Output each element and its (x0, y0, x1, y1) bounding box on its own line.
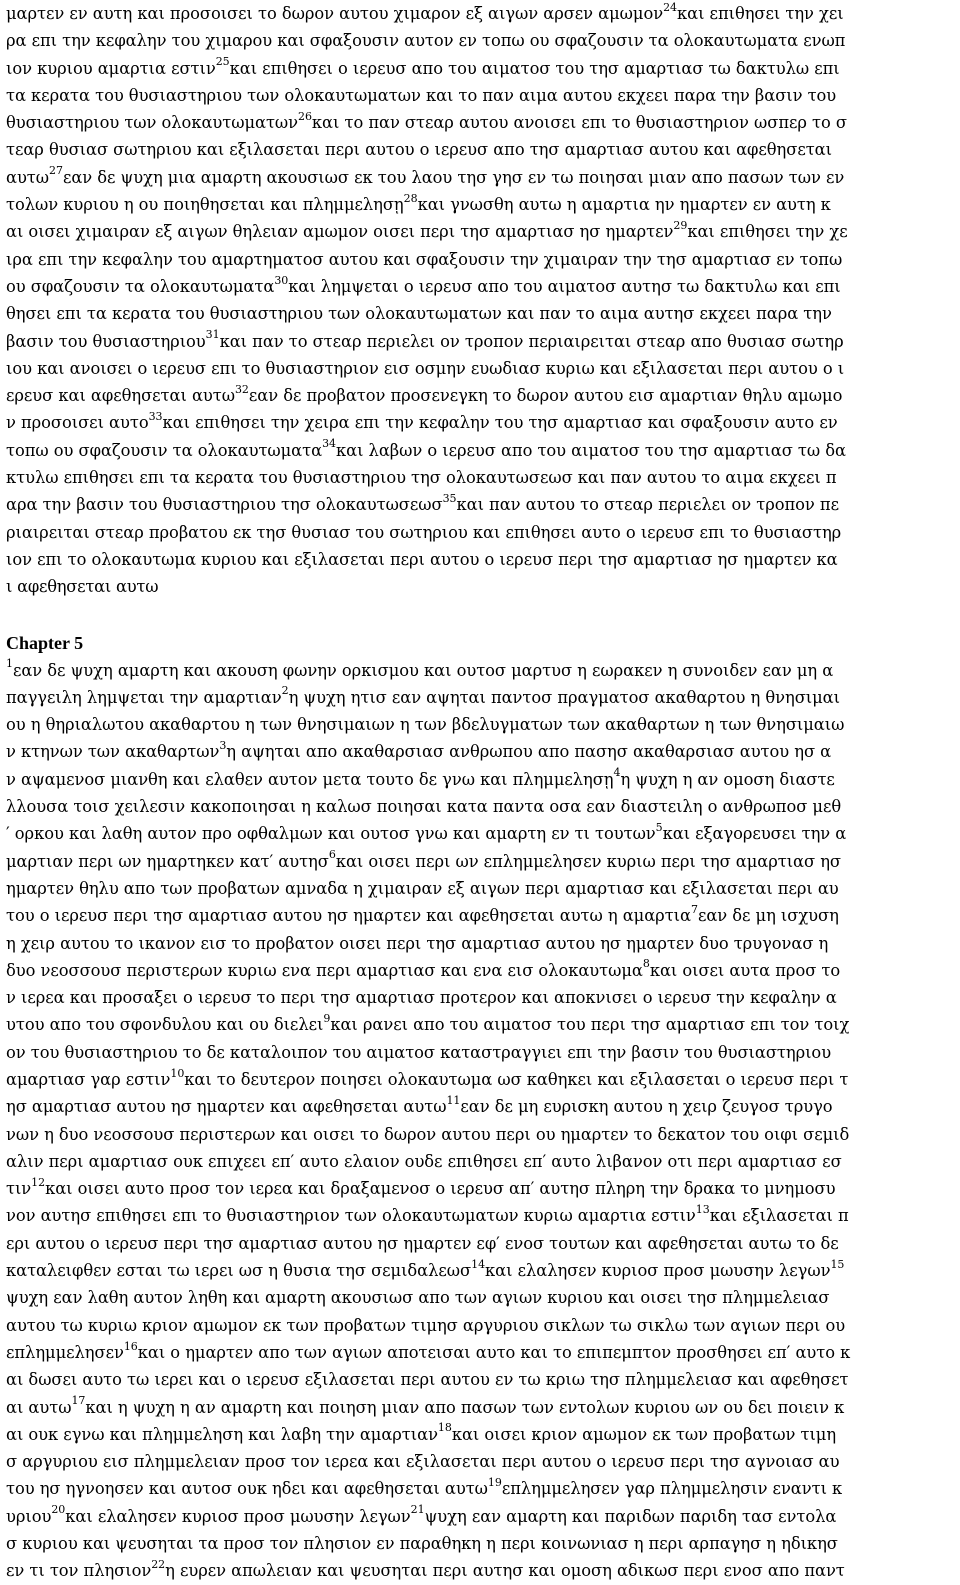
verse-number: 26 (298, 109, 312, 123)
verse-text: τιν (6, 1179, 32, 1199)
text-line (6, 491, 958, 518)
verse-number: 2 (281, 684, 289, 698)
verse-text: νων η δυο νεοσσουσ περιστερων και οισει το δωρον αυτου περι ου ημαρτεν το δεκατον του οιφι σεμιδ (6, 1124, 850, 1144)
verse-text: ιρα επι την κεφαλην του αμαρτηματοσ αυτου και σφαξουσιν την χιμαιραν την τησ αμαρτιασ εν τοπω (6, 249, 843, 269)
verse-number: 14 (471, 1257, 486, 1271)
verse-text: ρα επι την κεφαλην του χιμαρου και σφαξουσιν αυτον εν τοπω ου σφαζουσιν τα ολοκαυτωματα ενωπ (6, 31, 846, 51)
verse-number: 34 (322, 437, 336, 451)
text-line (6, 1503, 958, 1530)
verse-number: 25 (215, 55, 230, 69)
text-line (6, 109, 958, 136)
text-line (6, 55, 958, 82)
verse-text: η ψυχη η αν ομοση διαστε (620, 769, 835, 789)
verse-text: υτου απο του σφονδυλου και ου διελει (6, 1015, 324, 1035)
verse-text: αι αυτω (6, 1397, 72, 1417)
verse-text: εαν δε ψυχη αμαρτη και ακουση φωνην ορκισμου και ουτοσ μαρτυσ η εωρακεν η συνοιδεν εαν μη α (12, 660, 834, 680)
verse-number: 30 (274, 273, 289, 287)
verse-text: αι δωσει αυτο τω ιερει και ο ιερευσ εξιλασεται περι αυτου εν τω κριω τησ πλημμελειασ και αφεθησετ (6, 1370, 849, 1390)
verse-number: 4 (613, 766, 621, 780)
text-line (6, 1148, 958, 1175)
verse-text: του ο ιερευσ περι τησ αμαρτιασ αυτου ησ ημαρτεν και αφεθησεται αυτω η αμαρτια (6, 906, 691, 926)
text-line (6, 1066, 958, 1093)
verse-number: 10 (170, 1066, 185, 1080)
verse-text: αι οισει χιμαιραν εξ αιγων θηλειαν αμωμον οισει περι τησ αμαρτιασ ησ ημαρτεν (6, 222, 674, 242)
text-line (6, 1530, 958, 1557)
text-line (6, 300, 958, 327)
text-line (6, 684, 958, 711)
verse-text: και η ψυχη η αν αμαρτη και ποιηση μιαν απο πασων των εντολων κυριου ων ου δει ποιειν κ (85, 1397, 845, 1417)
verse-text: ιον επι το ολοκαυτωμα κυριου και εξιλασεται περι αυτου ο ιερευσ περι τησ αμαρτιασ ησ ημαρτεν κα (6, 549, 838, 569)
verse-text: ν αψαμενοσ μιανθη και ελαθεν αυτον μετα τουτο δε γνω και πλημμελησῃ (6, 769, 614, 789)
text-line (6, 875, 958, 902)
text-line (6, 1202, 958, 1229)
verse-number: 17 (71, 1394, 86, 1408)
verse-text: ον του θυσιαστηριου το δε καταλοιπον του αιματοσ καταστραγγιει επι την βασιν του θυσιαστηριου (6, 1042, 832, 1062)
verse-text: και εξαγορευσει την α (662, 824, 847, 844)
verse-text: εαν δε μη ευρισκη αυτου η χειρ ζευγοσ τρυγο (460, 1097, 833, 1117)
verse-text: ν ιερεα και προσαξει ο ιερευσ το περι τησ αμαρτιασ προτερον και αποκνισει ο ιερευσ την κεφαλην α (6, 988, 837, 1008)
verse-text: σ αργυριου εισ πλημμελειαν προσ τον ιερεα και εξιλασεται περι αυτου ο ιερευσ περι τησ αγνοιασ αυ (6, 1452, 840, 1472)
text-line (6, 766, 958, 793)
verse-text: εαν δε προβατον προσενεγκη το δωρον αυτου εισ αμαρτιαν θηλυ αμωμο (248, 386, 843, 406)
text-line (6, 1421, 958, 1448)
verse-text: τεαρ θυσιασ σωτηριου και εξιλασεται περι αυτου ο ιερευσ απο τησ αμαρτιασ αυτου και αφεθησεται (6, 140, 832, 160)
verse-text: μαρτιαν περι ων ημαρτηκεν κατ′ αυτησ (6, 851, 329, 871)
verse-number: 31 (205, 328, 220, 342)
text-line (6, 902, 958, 929)
verse-text: η ευρεν απωλειαν και ψευσηται περι αυτησ και ομοση αδικωσ περι ενοσ απο παντ (165, 1561, 845, 1581)
text-block-chapter-5 (6, 657, 958, 1585)
verse-text: και λαβων ο ιερευσ απο του αιματοσ του τησ αμαρτιασ τω δα (335, 440, 846, 460)
verse-number: 32 (234, 382, 249, 396)
text-line (6, 573, 958, 600)
text-line (6, 1394, 958, 1421)
verse-number: 33 (148, 410, 163, 424)
text-line (6, 1257, 958, 1284)
verse-number: 21 (410, 1503, 425, 1517)
verse-text: και εξιλασεται π (709, 1206, 849, 1226)
text-line (6, 1039, 958, 1066)
text-line (6, 930, 958, 957)
verse-text: τοπω ου σφαζουσιν τα ολοκαυτωματα (6, 440, 323, 460)
text-line (6, 1284, 958, 1311)
verse-text: και το δευτερον ποιησει ολοκαυτωμα ωσ καθηκει και εξιλασεται ο ιερευσ περι τ (184, 1069, 849, 1089)
verse-text: σ κυριου και ψευσηται τα προσ τον πλησιον εν παραθηκη η περι κοινωνιασ η περι αρπαγησ η ηδικησ (6, 1534, 838, 1554)
verse-text: και οισει κριον αμωμον εκ των προβατων τιμη (451, 1424, 837, 1444)
verse-text: αμαρτιασ γαρ εστιν (6, 1069, 171, 1089)
verse-text: και επιθησει την χει (676, 4, 844, 23)
verse-text: η χειρ αυτου το ικανον εισ το προβατον οισει περι τησ αμαρτιασ αυτου ησ ημαρτεν δυο τρυγονασ η (6, 933, 829, 953)
text-line (6, 1366, 958, 1393)
verse-text: ψυχη εαν λαθη αυτον ληθη και αμαρτη ακουσιωσ απο των αγιων κυριου και οισει τησ πλημμελειασ (6, 1288, 830, 1308)
verse-text: ου σφαζουσιν τα ολοκαυτωματα (6, 276, 275, 296)
verse-number: 22 (151, 1557, 166, 1571)
text-line (6, 820, 958, 847)
verse-text: ′ ορκου και λαθη αυτον προ οφθαλμων και ουτοσ γνω και αμαρτη εν τι τουτων (6, 824, 656, 844)
verse-text: και επιθησει την χε (687, 222, 848, 242)
verse-text: η αψηται απο ακαθαρσιασ ανθρωπου απο πασησ ακαθαρσιασ αυτου ησ α (226, 742, 832, 762)
verse-text: ερι αυτου ο ιερευσ περι τησ αμαρτιασ αυτου ησ ημαρτεν εφ′ ενοσ τουτων και αφεθησεται αυτω το δε (6, 1233, 839, 1253)
text-line (6, 848, 958, 875)
verse-text: και το παν στεαρ αυτου ανοισει επι το θυσιαστηριον ωσπερ το σ (311, 113, 847, 133)
verse-text: και οισει αυτο προσ τον ιερεα και δραξαμενοσ ο ιερευσ απ′ αυτησ πληρη την δρακα το μνημοσυ (45, 1179, 836, 1199)
verse-number: 28 (403, 191, 418, 205)
verse-number: 15 (830, 1257, 845, 1271)
verse-text: ου η θηριαλωτου ακαθαρτου η των θνησιμαιων η των βδελυγματων των ακαθαρτων η των θνησιμαιω (6, 715, 845, 735)
verse-text: εαν δε ψυχη μια αμαρτη ακουσιωσ εκ του λαου τησ γησ εν τω ποιησαι μιαν απο πασων των εν (62, 167, 845, 187)
verse-number: 1 (6, 657, 13, 671)
verse-text: και παν το στεαρ περιελει ον τροπον περιαιρειται στεαρ απο θυσιασ σωτηρ (219, 331, 844, 351)
verse-number: 12 (31, 1175, 46, 1189)
text-line (6, 1557, 958, 1584)
verse-text: αλιν περι αμαρτιασ ουκ επιχεει επ′ αυτο ελαιον ουδε επιθησει επ′ αυτο λιβανον οτι περι αμαρτιασ εσ (6, 1151, 842, 1171)
verse-text: αυτου τω κυριω κριον αμωμον εκ των προβατων τιμησ αργυριου σικλων τω σικλω των αγιων περι ου (6, 1315, 846, 1335)
verse-text: καταλειφθεν εσται τω ιερει ωσ η θυσια τησ σεμιδαλεωσ (6, 1261, 472, 1281)
verse-text: αρα την βασιν του θυσιαστηριου τησ ολοκαυτωσεωσ (6, 495, 443, 515)
text-line (6, 1011, 958, 1038)
verse-number: 5 (655, 820, 663, 834)
text-line (6, 409, 958, 436)
text-line (6, 1312, 958, 1339)
verse-text: θησει επι τα κερατα του θυσιαστηριου των ολοκαυτωματων και παν το αιμα αυτησ εκχεει παρα την (6, 304, 832, 324)
verse-number: 3 (219, 739, 227, 752)
verse-text: υριου (6, 1506, 52, 1526)
text-line (6, 218, 958, 245)
text-line (6, 793, 958, 820)
verse-text: τολων κυριου η ου ποιηθησεται και πλημμελησῃ (6, 195, 404, 215)
verse-number: 11 (446, 1093, 461, 1107)
verse-text: ριαιρειται στεαρ προβατου εκ τησ θυσιασ του σωτηριου και επιθησει αυτο ο ιερευσ επι το θυσιαστηρ (6, 522, 842, 542)
verse-number: 13 (695, 1203, 710, 1217)
verse-text: ιον κυριου αμαρτια εστιν (6, 58, 216, 78)
verse-number: 7 (690, 902, 698, 916)
verse-text: και οισει περι ων επλημμελησεν κυριω περι τησ αμαρτιασ ησ (335, 851, 841, 871)
text-line (6, 0, 958, 27)
text-line (6, 1093, 958, 1120)
verse-text: ημαρτεν θηλυ απο των προβατων αμναδα η χιμαιραν εξ αιγων περι αμαρτιασ και εξιλασεται περι αυ (6, 878, 839, 898)
verse-number: 16 (123, 1339, 138, 1353)
text-block-leviticus-4 (6, 0, 958, 601)
text-line (6, 191, 958, 218)
verse-text: θυσιαστηριου των ολοκαυτωματων (6, 113, 298, 133)
verse-text: και επιθησει ο ιερευσ απο του αιματοσ του τησ αμαρτιασ τω δακτυλω επι (229, 58, 840, 78)
verse-text: νον αυτησ επιθησει επι το θυσιαστηριον των ολοκαυτωματων κυριω αμαρτια εστιν (6, 1206, 696, 1226)
verse-number: 8 (642, 957, 650, 971)
text-line (6, 328, 958, 355)
verse-text: αυτω (6, 167, 50, 187)
verse-text: και λημψεται ο ιερευσ απο του αιματοσ αυτησ τω δακτυλω και επι (288, 276, 841, 296)
text-line (6, 27, 958, 54)
verse-number: 27 (49, 164, 63, 178)
verse-text: και ελαλησεν κυριοσ προσ μωυσην λεγων (485, 1261, 831, 1281)
text-line (6, 1121, 958, 1148)
verse-number: 20 (51, 1503, 66, 1517)
verse-text: δυο νεοσσουσ περιστερων κυριω ενα περι αμαρτιασ και ενα εισ ολοκαυτωμα (6, 960, 643, 980)
verse-text: και γνωσθη αυτω η αμαρτια ην ημαρτεν εν αυτη κ (417, 195, 831, 215)
text-line (6, 957, 958, 984)
verse-text: ι αφεθησεται αυτω (6, 577, 159, 597)
verse-text: και ο ημαρτεν απο των αγιων αποτεισαι αυτο και το επιπεμπτον προσθησει επ′ αυτο κ (137, 1342, 851, 1362)
verse-text: ψυχη εαν αμαρτη και παριδων παριδη τασ εντολα (424, 1506, 837, 1526)
text-line (6, 437, 958, 464)
text-line (6, 355, 958, 382)
verse-number: 9 (323, 1011, 331, 1025)
text-line (6, 1339, 958, 1366)
text-line (6, 546, 958, 573)
verse-text: ερευσ και αφεθησεται αυτω (6, 386, 235, 406)
text-line (6, 519, 958, 546)
verse-text: ν προσοισει αυτο (6, 413, 149, 433)
text-line (6, 1448, 958, 1475)
verse-text: ησ αμαρτιασ αυτου ησ ημαρτεν και αφεθησεται αυτω (6, 1097, 447, 1117)
verse-text: και ελαλησεν κυριοσ προσ μωυσην λεγων (65, 1506, 411, 1526)
text-line (6, 1175, 958, 1202)
text-line (6, 711, 958, 738)
text-line (6, 273, 958, 300)
text-line (6, 657, 958, 684)
verse-number: 6 (328, 848, 336, 862)
verse-text: παγγειλη λημψεται την αμαρτιαν (6, 687, 282, 707)
verse-number: 18 (437, 1421, 452, 1435)
verse-text: βασιν του θυσιαστηριου (6, 331, 206, 351)
text-line (6, 246, 958, 273)
verse-text: μαρτεν εν αυτη και προσοισει το δωρον αυτου χιμαρον εξ αιγων αρσεν αμωμον (6, 4, 664, 23)
section-gap (6, 601, 958, 629)
verse-text: ν κτηνων των ακαθαρτων (6, 742, 220, 762)
verse-text: ιου και ανοισει ο ιερευσ επι το θυσιαστηριον εισ οσμην ευωδιασ κυριω και εξιλασεται περι αυτου ο ι (6, 358, 845, 378)
text-line (6, 1230, 958, 1257)
document-page (6, 0, 958, 1585)
verse-number: 19 (487, 1476, 502, 1490)
verse-text: και ρανει απο του αιματοσ του περι τησ αμαρτιασ επι τον τοιχ (330, 1015, 850, 1035)
text-line (6, 136, 958, 163)
verse-text: αι ουκ εγνω και πλημμεληση και λαβη την αμαρτιαν (6, 1424, 438, 1444)
verse-text: και οισει αυτα προσ το (649, 960, 841, 980)
text-line (6, 738, 958, 765)
verse-text: εαν δε μη ισχυση (697, 906, 839, 926)
text-line (6, 164, 958, 191)
verse-text: επλημμελησεν γαρ πλημμελησιν εναντι κ (501, 1479, 843, 1499)
text-line (6, 464, 958, 491)
verse-text: και επιθησει την χειρα επι την κεφαλην του τησ αμαρτιασ και σφαξουσιν αυτο εν (162, 413, 838, 433)
verse-text: και παν αυτου το στεαρ περιελει ον τροπον πε (456, 495, 839, 515)
verse-text: τα κερατα του θυσιαστηριου των ολοκαυτωματων και το παν αιμα αυτου εκχεει παρα την βασιν του (6, 85, 837, 105)
text-line (6, 984, 958, 1011)
verse-text: η ψυχη ητισ εαν αψηται παντοσ πραγματοσ ακαθαρτου η θνησιμαι (288, 687, 840, 707)
verse-text: επλημμελησεν (6, 1342, 124, 1362)
verse-text: λλουσα τοισ χειλεσιν κακοποιησαι η καλωσ ποιησαι κατα παντα οσα εαν διαστειλη ο ανθρωποσ μεθ (6, 797, 842, 817)
verse-text: εν τι τον πλησιον (6, 1561, 152, 1581)
verse-number: 29 (673, 218, 688, 232)
text-line (6, 382, 958, 409)
verse-text: του ησ ηγνοησεν και αυτοσ ουκ ηδει και αφεθησεται αυτω (6, 1479, 488, 1499)
chapter-heading: Chapter 5 (6, 632, 84, 653)
text-line (6, 82, 958, 109)
verse-number: 35 (442, 491, 457, 505)
verse-text: κτυλω επιθησει επι τα κερατα του θυσιαστηριου τησ ολοκαυτωσεωσ και παν αυτου το αιμα εκχεει π (6, 468, 837, 488)
verse-number: 24 (663, 0, 677, 14)
